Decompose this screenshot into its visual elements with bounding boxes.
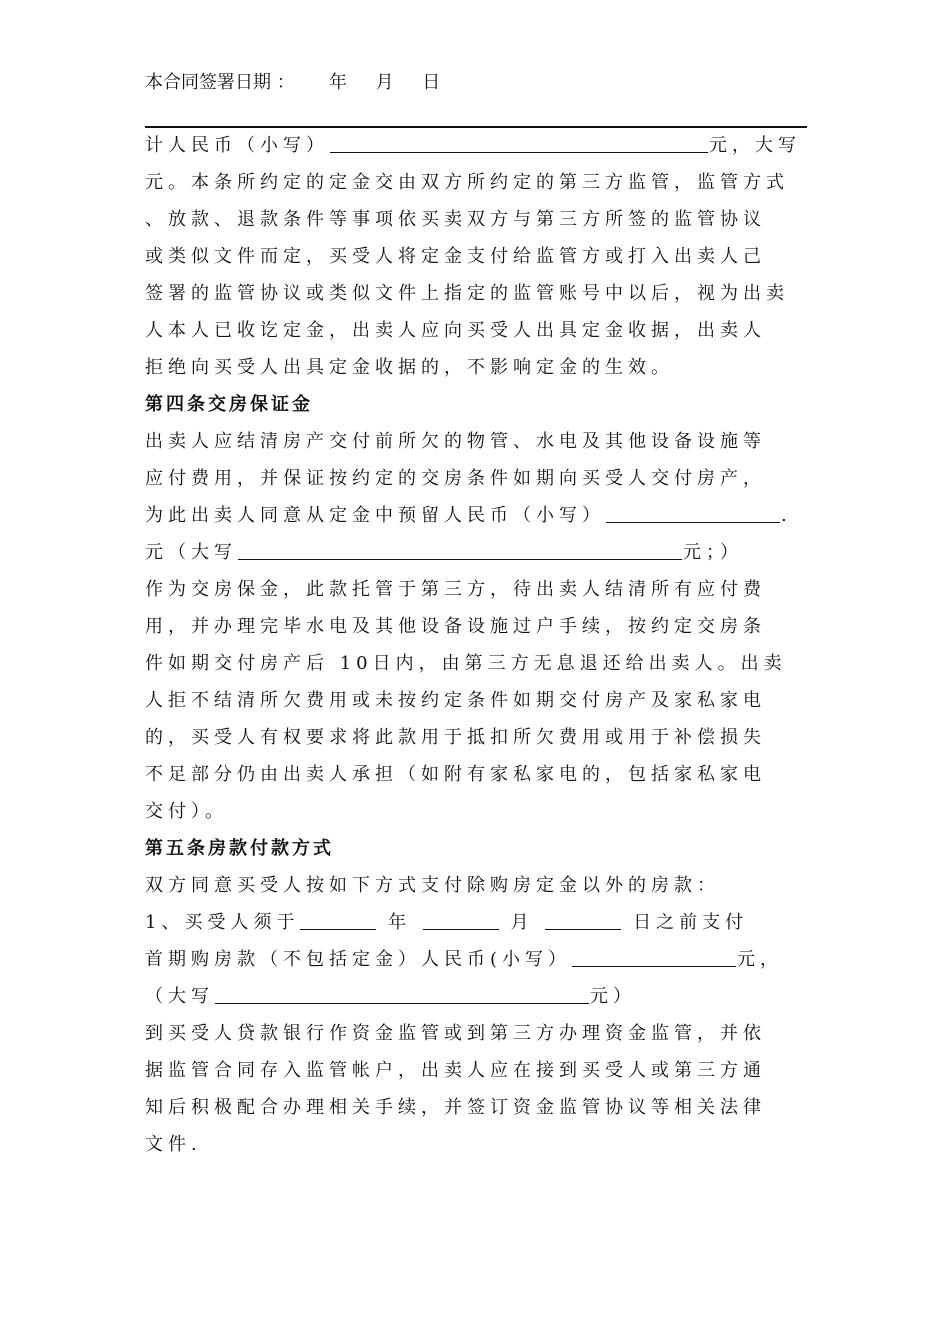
fill-in-blank[interactable] [572,948,736,967]
line-text: 的，买受人有权要求将此款用于抵扣所欠费用或用于补偿损失 [145,727,766,748]
text-line [145,943,810,980]
line-text: 年 [377,912,422,933]
line-text: 为此出卖人同意从定金中预留人民币（小写） [145,505,605,526]
line-text: 双方同意买受人按如下方式支付除购房定金以外的房款： [145,875,720,896]
line-text: 元） [590,986,636,1007]
text-line [145,1128,810,1165]
fill-in-blank[interactable] [300,911,376,930]
text-line [145,684,810,721]
contract-body [145,129,810,1165]
line-text: 人拒不结清所欠费用或未按约定条件如期交付房产及家私家电 [145,690,766,711]
section-heading [145,388,810,425]
text-line [145,1054,810,1091]
horizontal-rule [145,126,807,128]
fill-in-blank[interactable] [238,541,682,560]
fill-in-blank[interactable] [606,504,780,523]
line-text: 应付费用，并保证按约定的交房条件如期向买受人交付房产， [145,468,766,489]
line-text: 第四条交房保证金 [145,394,313,415]
text-line [145,166,810,203]
text-line [145,573,810,610]
line-text: 元， [737,949,784,970]
line-text: 日之前支付 [622,912,749,933]
text-line [145,906,810,943]
text-line [145,277,810,314]
line-text: 用，并办理完毕水电及其他设备设施过户手续，按约定交房条 [145,616,766,637]
line-text: 据监管合同存入监管帐户，出卖人应在接到买受人或第三方通 [145,1060,766,1081]
line-text: 件如期交付房产后 10日内，由第三方无息退还给出卖人。出卖 [145,653,787,674]
line-text: 、放款、退款条件等事项依买卖双方与第三方所签的监管协议 [145,209,766,230]
text-line [145,314,810,351]
line-text: 元（大写 [145,542,237,563]
line-text: 计人民币（小写） [145,135,329,156]
line-text: 交付）。 [145,801,228,822]
line-text: 拒绝向买受人出具定金收据的，不影响定金的生效。 [145,357,674,378]
line-text: 出卖人应结清房产交付前所欠的物管、水电及其他设备设施等 [145,431,766,452]
text-line [145,462,810,499]
line-text: 到买受人贷款银行作资金监管或到第三方办理资金监管，并依 [145,1023,766,1044]
fill-in-blank[interactable] [545,911,621,930]
line-text: 月 [499,912,545,933]
fill-in-blank[interactable] [215,985,589,1004]
line-text: 不足部分仍由出卖人承担（如附有家私家电的，包括家私家电 [145,764,766,785]
text-line [145,758,810,795]
text-line [145,795,810,832]
signing-date-line: 本合同签署日期 ： 年 月 日 [145,72,441,93]
text-line [145,425,810,462]
text-line [145,1017,810,1054]
text-line [145,1091,810,1128]
line-text: 签署的监管协议或类似文件上指定的监管账号中以后，视为出卖 [145,283,789,304]
text-line [145,869,810,906]
line-text: 人本人已收讫定金，出卖人应向买受人出具定金收据，出卖人 [145,320,766,341]
text-line [145,536,810,573]
text-line [145,129,810,166]
section-heading [145,832,810,869]
line-text: . [781,505,792,526]
text-line [145,240,810,277]
text-line [145,721,810,758]
fill-in-blank[interactable] [423,911,499,930]
text-line [145,980,810,1017]
line-text: 首期购房款（不包括定金）人民币(小写） [145,949,572,970]
line-text: 元。本条所约定的定金交由双方所约定的第三方监管，监管方式 [145,172,789,193]
text-line [145,647,810,684]
line-text: 作为交房保金，此款托管于第三方，待出卖人结清所有应付费 [145,579,766,600]
line-text: 第五条房款付款方式 [145,838,334,859]
text-line [145,610,810,647]
fill-in-blank[interactable] [330,134,708,153]
line-text: 或类似文件而定，买受人将定金支付给监管方或打入出卖人己 [145,246,766,267]
line-text: （大写 [145,986,214,1007]
text-line [145,351,810,388]
line-text: 元；） [683,542,743,563]
text-line [145,203,810,240]
line-text: 文件. [145,1134,202,1155]
line-text: 元，大写 [709,135,801,156]
text-line [145,499,810,536]
line-text: 1、买受人须于 [145,912,300,933]
line-text: 知后积极配合办理相关手续，并签订资金监管协议等相关法律 [145,1097,766,1118]
